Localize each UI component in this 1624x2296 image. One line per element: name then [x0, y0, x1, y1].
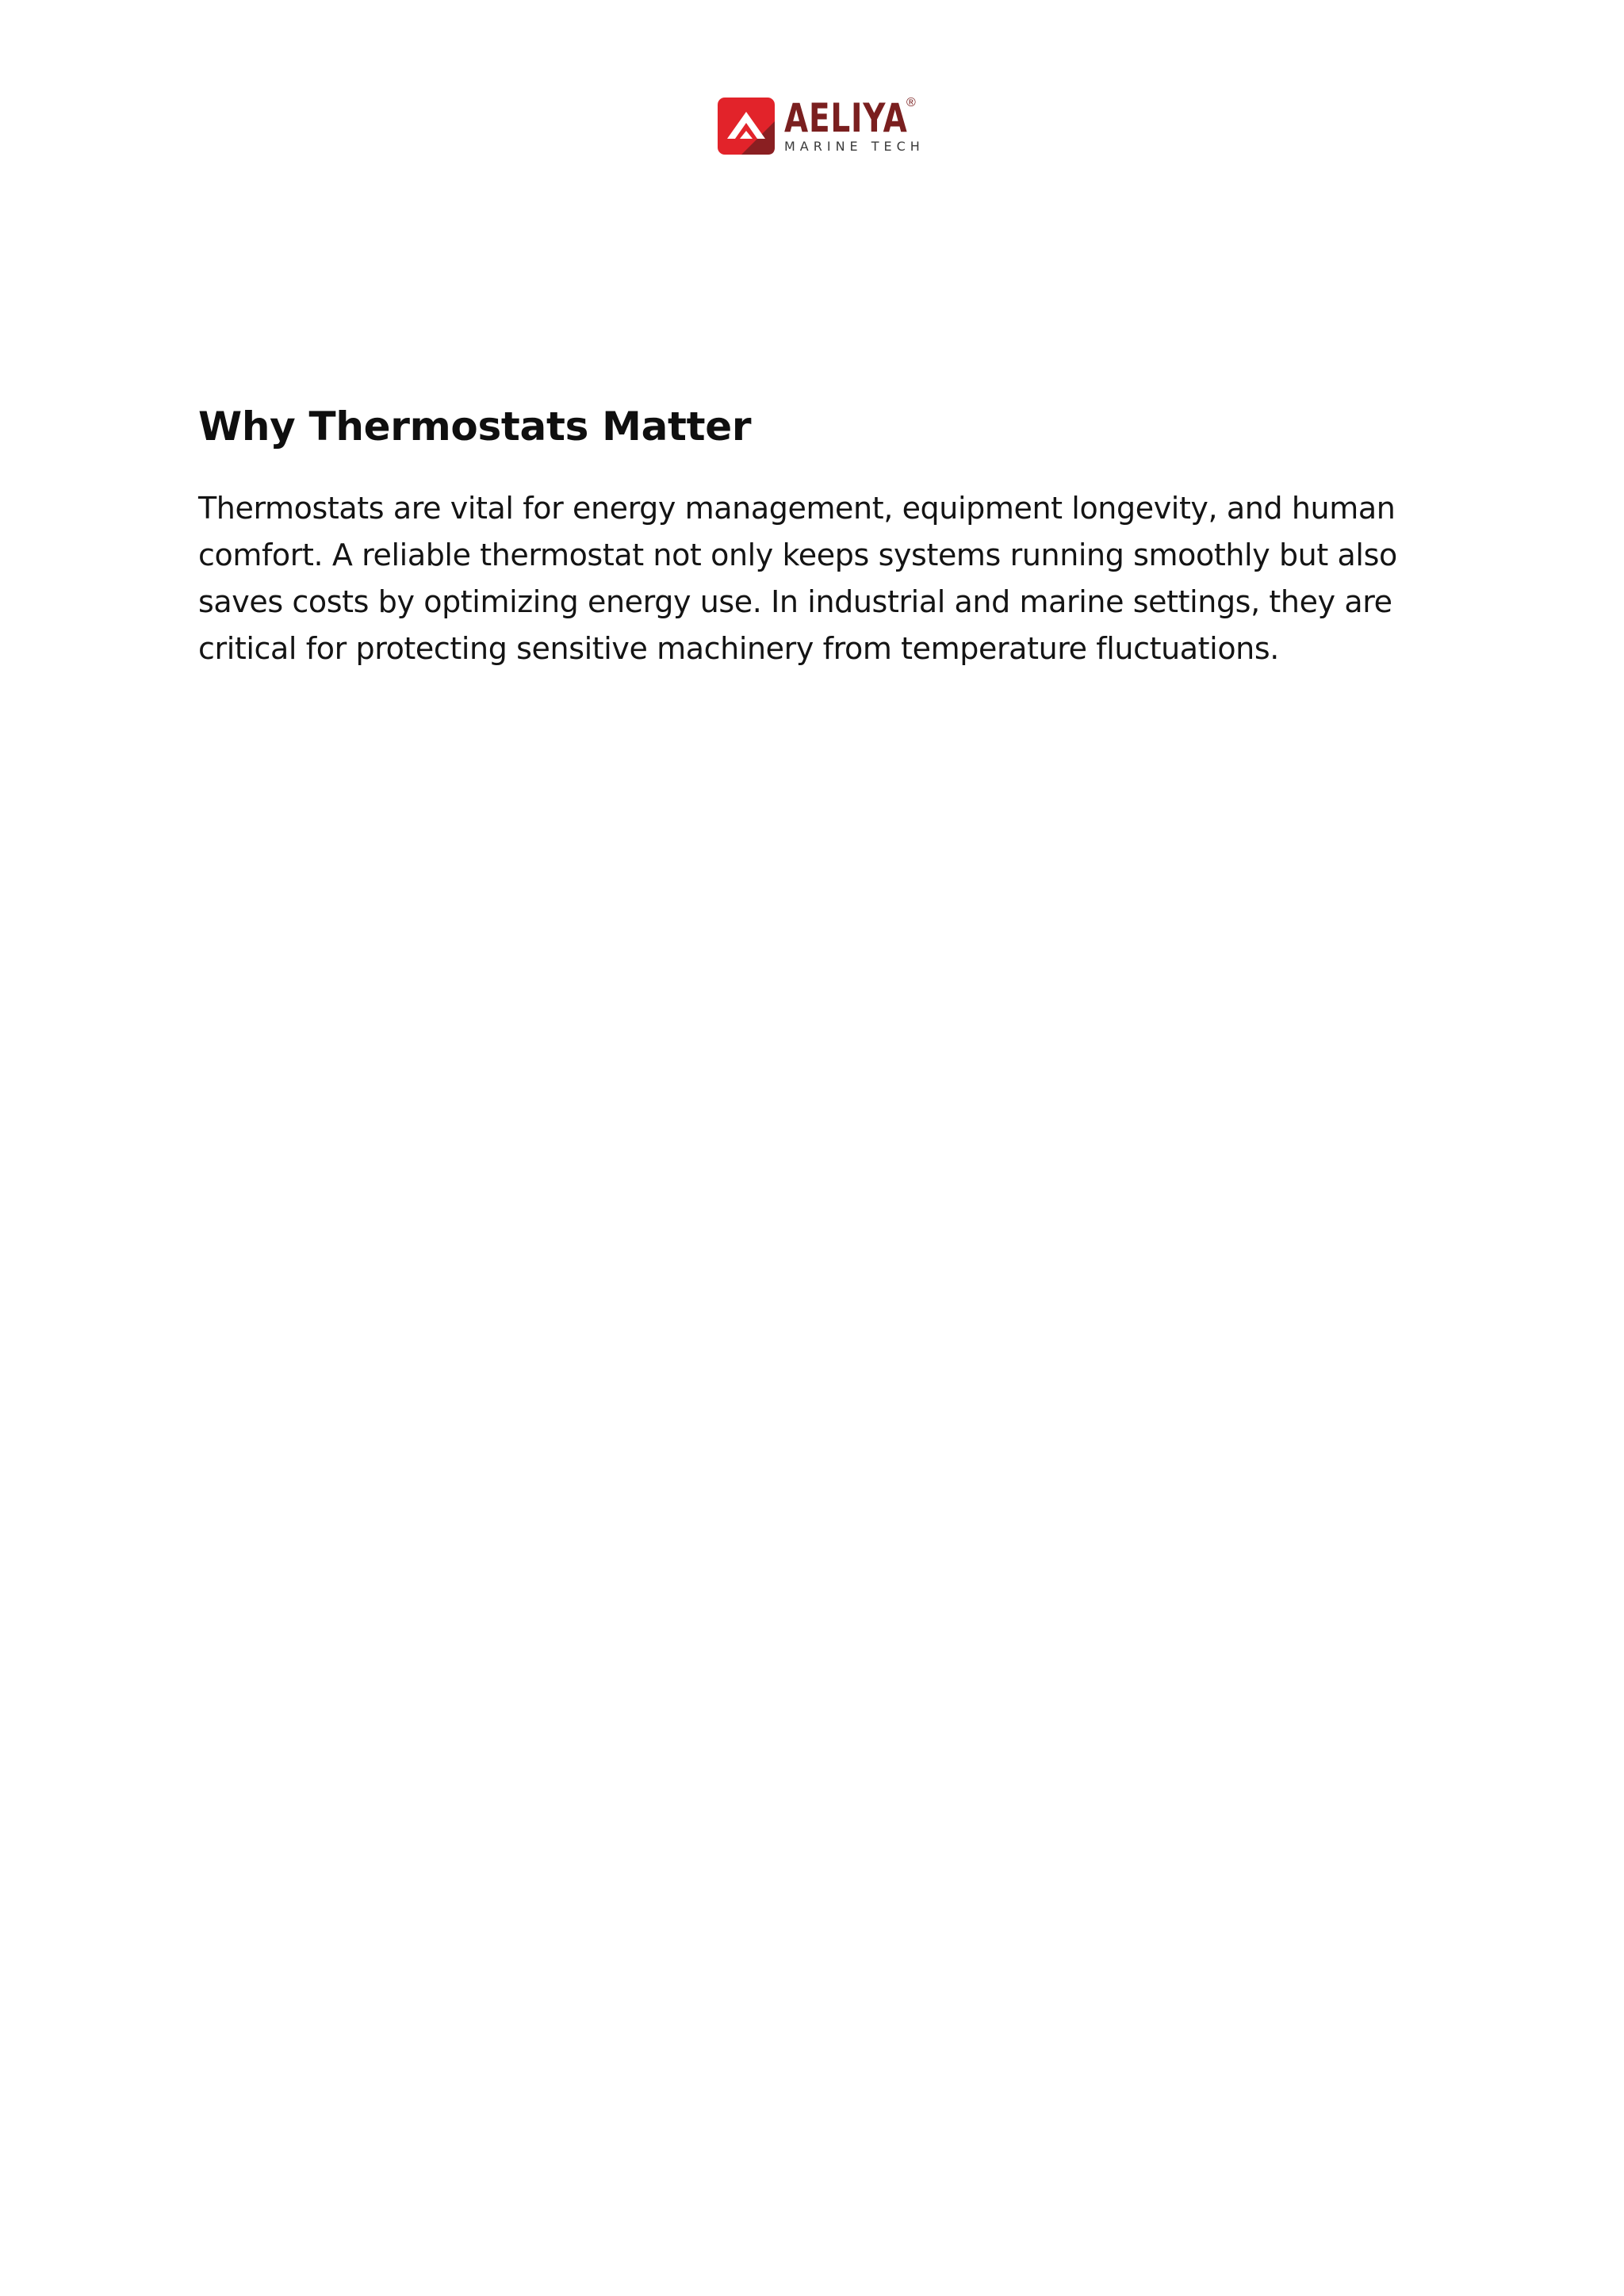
company-logo: [718, 94, 924, 159]
section-body: Thermostats are vital for energy management, equipment longevity, and human comfort. A reliable thermostat not only keeps systems running smoothly but also saves costs by optimizing energy use. In industrial and marine settings, they are critical for protecting sensitive machinery from temperature fluctuations.: [198, 491, 1397, 666]
registered-mark: ®: [906, 96, 916, 109]
logo-text: [784, 95, 942, 154]
logo-wordmark: AELIYA: [784, 95, 908, 141]
section-title: Why Thermostats Matter: [198, 404, 752, 450]
aeliya-logo-icon: [718, 98, 775, 155]
content-section: [198, 400, 1435, 672]
logo-subtitle: MARINE TECH: [784, 139, 925, 154]
